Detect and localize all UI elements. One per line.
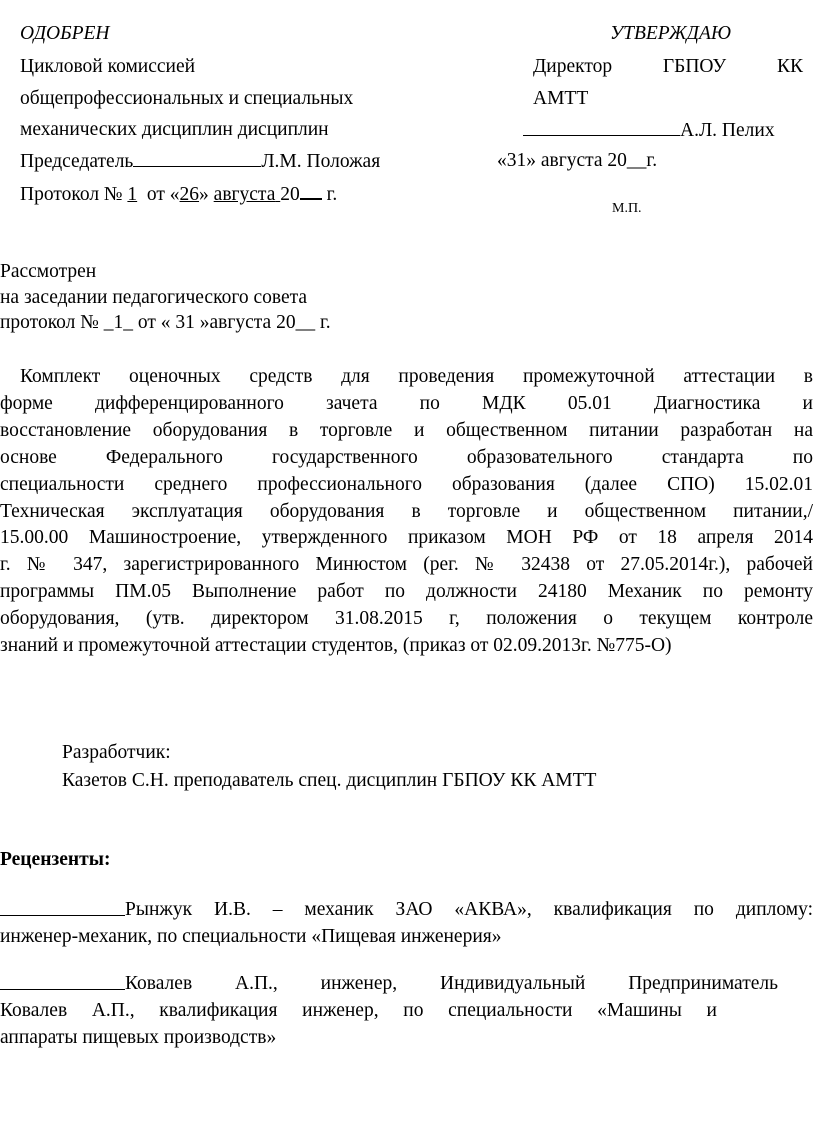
reviewed-protocol: протокол № _1_ от « 31 »августа 20__ г. — [0, 312, 331, 333]
protocol-month: августа — [213, 184, 276, 205]
reviewed-title: Рассмотрен — [0, 261, 97, 282]
body-line-9: программы ПМ.05 Выполнение работ по должности 24180 Механик по ремонту — [0, 581, 813, 602]
body-line-1: Комплект оценочных средств для проведения промежуточной аттестации в — [20, 366, 813, 387]
reviewer-1-text: Рынжук И.В. – механик ЗАО «АКВА», квалификация по диплому: — [125, 899, 813, 920]
reviewed-meeting: на заседании педагогического совета — [0, 287, 308, 308]
body-line-4: основе Федерального государственного образовательного стандарта по — [0, 447, 813, 468]
body-line-3: восстановление оборудования в торговле и общественном питании разработан на — [0, 420, 813, 441]
approved-commission-line3: механических дисциплин дисциплин — [20, 119, 329, 140]
position-word-3: КК — [776, 56, 803, 77]
confirm-org: АМТТ — [533, 88, 589, 109]
approved-protocol — [20, 183, 337, 205]
developer-label: Разработчик: — [62, 742, 171, 763]
body-line-11: знаний и промежуточной аттестации студентов, (приказ от 02.09.2013г. №775-О) — [0, 635, 672, 656]
protocol-prefix: Протокол № — [20, 184, 123, 205]
reviewer-2-qualification: Ковалев А.П., квалификация инженер, по специальности «Машины и — [0, 1000, 717, 1021]
confirm-date: «31» августа 20__г. — [497, 150, 658, 171]
director-signature-line — [523, 120, 680, 136]
protocol-year: 20 — [280, 184, 300, 205]
body-line-10: оборудования, (утв. директором 31.08.2015 г, положения о текущем контроле — [0, 608, 813, 629]
reviewers-heading: Рецензенты: — [0, 849, 111, 870]
stamp-place: М.П. — [612, 201, 642, 216]
body-line-5: специальности среднего профессионального образования (далее СПО) 15.02.01 — [0, 474, 813, 495]
reviewer-2-line-1 — [0, 974, 778, 994]
reviewer-1-signature-line — [0, 900, 125, 916]
year-blank — [300, 183, 322, 200]
body-line-6: Техническая эксплуатация оборудования в торговле и общественном питании,/ — [0, 501, 813, 522]
chair-label: Председатель — [20, 151, 134, 172]
confirm-heading: УТВЕРЖДАЮ — [610, 23, 731, 44]
developer-text: Казетов С.Н. преподаватель спец. дисциплин ГБПОУ КК АМТТ — [62, 770, 597, 791]
approved-heading: ОДОБРЕН — [20, 23, 110, 44]
body-line-8: г. № 347, зарегистрированного Минюстом (рег. № 32438 от 27.05.2014г.), рабочей — [0, 554, 813, 575]
reviewer-2-line-3: аппараты пищевых производств» — [0, 1027, 277, 1048]
approved-chair — [20, 151, 380, 172]
protocol-number: 1 — [127, 184, 138, 205]
protocol-from: от « — [146, 184, 180, 205]
position-word-1: Директор — [533, 56, 613, 77]
reviewer-2-line-2 — [0, 1001, 717, 1021]
approved-commission: Цикловой комиссией — [20, 56, 196, 77]
protocol-close: » — [199, 184, 209, 205]
protocol-suffix: г. — [326, 184, 338, 205]
signature-line — [133, 151, 261, 167]
body-line-2: форме дифференцированного зачета по МДК 05.01 Диагностика и — [0, 393, 813, 414]
confirm-position — [533, 57, 803, 77]
approved-commission-line2: общепрофессиональных и специальных — [20, 88, 354, 109]
reviewer-2-text: Ковалев А.П., инженер, Индивидуальный Предприниматель — [125, 973, 778, 994]
reviewer-2-signature-line — [0, 974, 125, 990]
confirm-signature — [523, 120, 775, 141]
reviewer-1-line-1 — [0, 900, 813, 920]
director-name: А.Л. Пелих — [680, 120, 775, 141]
protocol-day: 26 — [179, 184, 200, 205]
chair-name: Л.М. Положая — [261, 151, 381, 172]
body-line-7: 15.00.00 Машиностроение, утвержденного приказом МОН РФ от 18 апреля 2014 — [0, 527, 813, 548]
position-word-2: ГБПОУ — [662, 56, 727, 77]
reviewer-1-line-2: инженер-механик, по специальности «Пищевая инженерия» — [0, 926, 502, 947]
